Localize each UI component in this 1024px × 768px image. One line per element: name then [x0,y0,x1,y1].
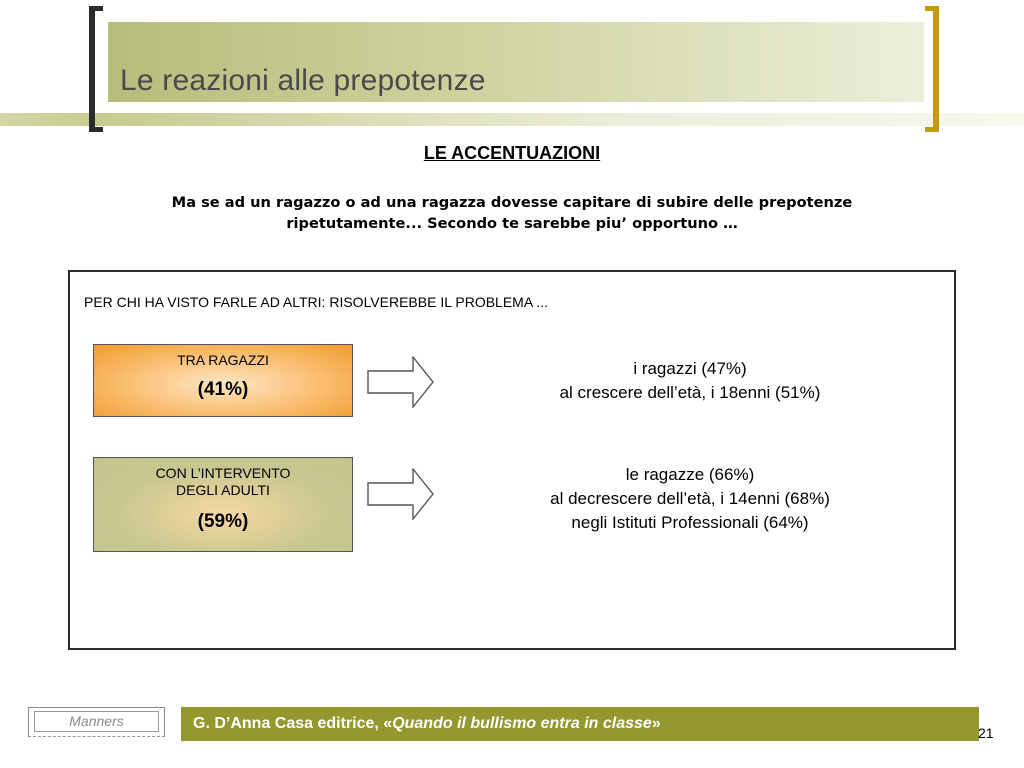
section-heading: LE ACCENTUAZIONI [423,143,601,163]
result-group-adulti [490,463,890,535]
option-label: CON L’INTERVENTO DEGLI ADULTI [155,465,291,498]
option-label: TRA RAGAZZI [177,352,269,368]
result-line: i ragazzi (47%) [633,359,747,378]
manners-logo [28,707,165,737]
result-line: negli Istituti Professionali (64%) [571,513,809,532]
result-line: al crescere dell’età, i 18enni (51%) [559,383,821,402]
right-arrow-icon [367,468,435,520]
results-box [68,270,956,650]
question-line-2: ripetutamente... Secondo te sarebbe piu’ opportuno … [286,215,738,232]
option-card-intervento-adulti [93,457,353,552]
result-group-ragazzi [490,357,890,405]
option-percent: (41%) [197,379,249,400]
option-card-tra-ragazzi [93,344,353,417]
footer-credit [181,707,979,741]
question-text [100,192,924,234]
right-arrow-icon [367,356,435,408]
footer-credit-suffix: » [651,715,661,732]
result-line: al decrescere dell’età, i 14enni (68%) [550,489,830,508]
left-bracket-decoration [89,6,103,132]
option-percent: (59%) [197,511,249,532]
title-underline-strip [0,113,1024,126]
footer-credit-prefix: G. D’Anna Casa editrice, « [193,715,393,732]
question-line-1: Ma se ad un ragazzo o ad una ragazza dovesse capitare di subire delle prepotenze [171,194,853,211]
page-title: Le reazioni alle prepotenze [120,64,486,97]
box-caption: PER CHI HA VISTO FARLE AD ALTRI: RISOLVEREBBE IL PROBLEMA ... [84,294,548,310]
manners-logo-text: Manners [34,711,159,732]
result-line: le ragazze (66%) [625,465,755,484]
right-bracket-decoration [925,6,939,132]
page-number: 21 [978,725,994,741]
footer-book-title: Quando il bullismo entra in classe [392,715,652,732]
